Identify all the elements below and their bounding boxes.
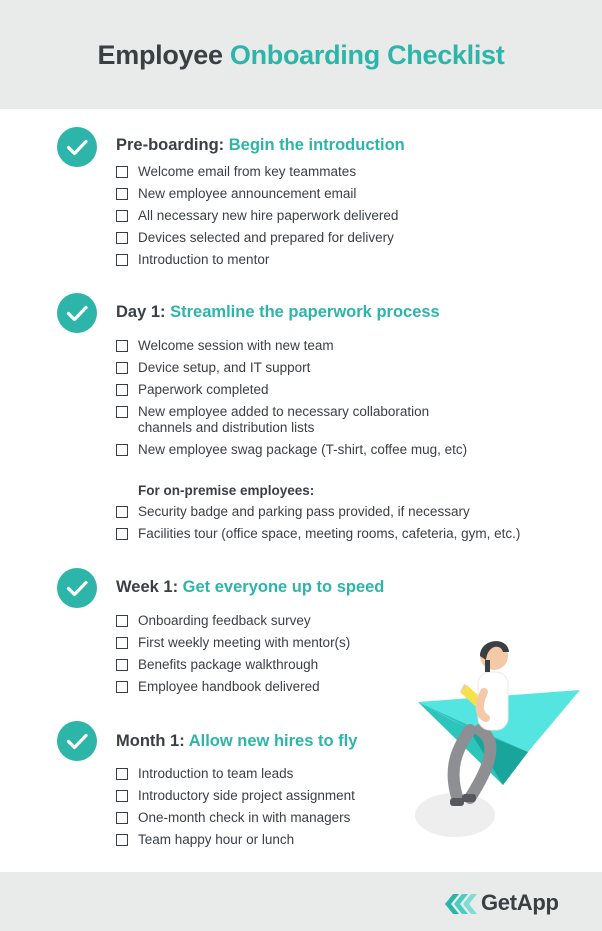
section-heading-day1 <box>116 303 440 322</box>
checkbox-icon[interactable] <box>116 340 128 352</box>
item-label: New employee added to necessary collaboration channels and distribution lists <box>138 404 430 435</box>
section-lead: Day 1: <box>116 303 166 321</box>
checkbox-icon[interactable] <box>116 188 128 200</box>
checkbox-icon[interactable] <box>116 210 128 222</box>
check-circle-icon <box>57 127 97 167</box>
checkbox-icon[interactable] <box>116 681 128 693</box>
section-heading-preboarding <box>116 136 405 155</box>
getapp-logo <box>445 890 585 918</box>
checkbox-icon[interactable] <box>116 384 128 396</box>
item-label: Benefits package walkthrough <box>138 657 319 672</box>
section-lead: Month 1: <box>116 732 185 750</box>
check-circle-icon <box>57 293 97 333</box>
item-label: New employee announcement email <box>138 186 357 201</box>
item-label: Introduction to team leads <box>138 766 294 781</box>
checkbox-icon[interactable] <box>116 254 128 266</box>
item-label: Employee handbook delivered <box>138 679 320 694</box>
item-label: All necessary new hire paperwork delivered <box>138 208 399 223</box>
checkbox-icon[interactable] <box>116 812 128 824</box>
check-circle-icon <box>57 721 97 761</box>
item-label: Welcome session with new team <box>138 338 334 353</box>
item-label: Introductory side project assignment <box>138 788 355 803</box>
checkbox-icon[interactable] <box>116 528 128 540</box>
section-accent: Streamline the paperwork process <box>170 303 440 321</box>
section-lead: Week 1: <box>116 578 179 596</box>
item-label: Security badge and parking pass provided, if necessary <box>138 504 470 519</box>
checkbox-icon[interactable] <box>116 834 128 846</box>
getapp-logo-icon <box>445 892 477 916</box>
page-title <box>0 40 602 71</box>
item-label: New employee swag package (T-shirt, coffee mug, etc) <box>138 442 468 457</box>
checkbox-icon[interactable] <box>116 637 128 649</box>
section-heading-week1 <box>116 578 384 597</box>
item-label: Devices selected and prepared for delivery <box>138 230 394 245</box>
checkbox-icon[interactable] <box>116 444 128 456</box>
section-heading-month1 <box>116 732 357 751</box>
item-label: Paperwork completed <box>138 382 269 397</box>
checkbox-icon[interactable] <box>116 790 128 802</box>
section-accent: Allow new hires to fly <box>188 732 358 750</box>
section-accent: Get everyone up to speed <box>182 578 385 596</box>
item-label: Welcome email from key teammates <box>138 164 357 179</box>
checkbox-icon[interactable] <box>116 506 128 518</box>
paper-plane-illustration <box>408 630 588 840</box>
getapp-wordmark: GetApp <box>481 890 559 915</box>
item-label: First weekly meeting with mentor(s) <box>138 635 351 650</box>
checkbox-icon[interactable] <box>116 768 128 780</box>
title-dark: Employee <box>97 40 223 70</box>
item-label: One-month check in with managers <box>138 810 351 825</box>
subheading-on-premise: For on-premise employees: <box>138 483 315 498</box>
check-circle-icon <box>57 568 97 608</box>
title-accent: Onboarding Checklist <box>229 40 505 70</box>
section-lead: Pre-boarding: <box>116 136 225 154</box>
checkbox-icon[interactable] <box>116 406 128 418</box>
item-label: Team happy hour or lunch <box>138 832 295 847</box>
checkbox-icon[interactable] <box>116 166 128 178</box>
checkbox-icon[interactable] <box>116 615 128 627</box>
item-label: Onboarding feedback survey <box>138 613 311 628</box>
checkbox-icon[interactable] <box>116 659 128 671</box>
item-label: Facilities tour (office space, meeting rooms, cafeteria, gym, etc.) <box>138 526 521 541</box>
checkbox-icon[interactable] <box>116 362 128 374</box>
item-label: Device setup, and IT support <box>138 360 311 375</box>
item-label: Introduction to mentor <box>138 252 270 267</box>
checkbox-icon[interactable] <box>116 232 128 244</box>
section-accent: Begin the introduction <box>228 136 405 154</box>
